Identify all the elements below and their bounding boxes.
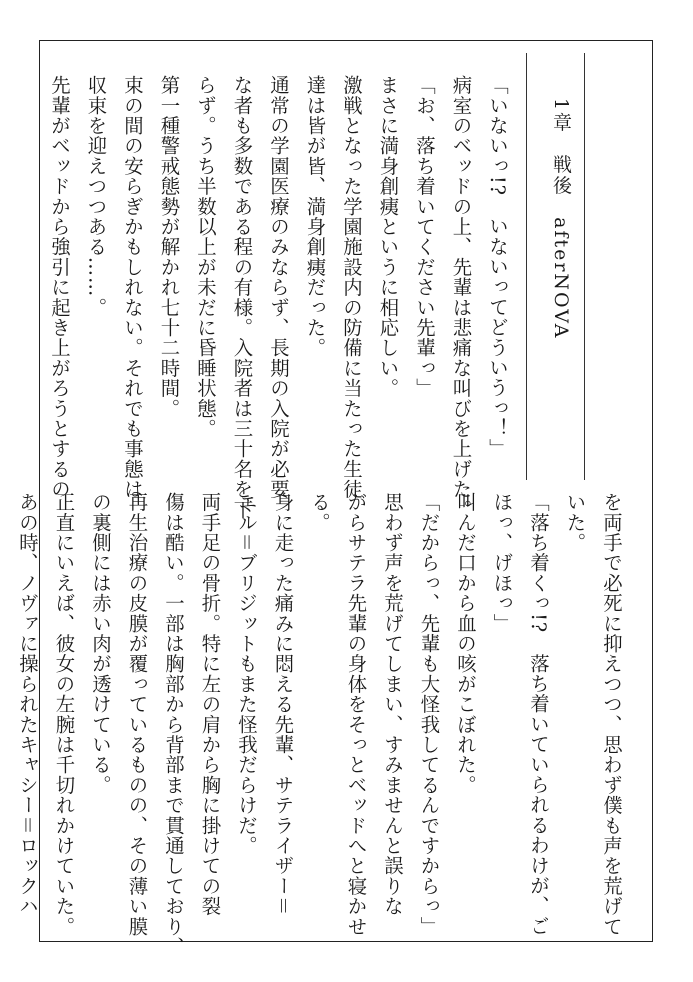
text-line: 両手足の骨折。特に左の肩から胸に掛けての裂 [198, 492, 222, 917]
text-line: 身に走った痛みに悶える先輩、サテライザー＝ [271, 492, 295, 917]
text-line: 思わず声を荒げてしまい、すみませんと誤りな [381, 492, 404, 917]
text-line: 第一種警戒態勢が解かれ七十二時間。 [157, 75, 181, 419]
text-line: 叫んだ口から血の咳がこぼれた。 [454, 492, 477, 795]
text-line: らず。うち半数以上が未だに昏睡状態。 [194, 75, 217, 439]
text-line: 通常の学園医療のみならず、長期の入院が必要 [267, 75, 290, 500]
text-line: の裏側には赤い肉が透けている。 [89, 492, 112, 795]
heading-rule-right [584, 53, 585, 480]
text-line: 「お、落ち着いてください先輩っ」 [413, 75, 436, 399]
text-line: 「だからっ、先輩も大怪我してるんですからっ」 [417, 492, 441, 937]
text-line: を両手で必死に抑えつつ、思わず僕も声を荒げて [600, 492, 623, 937]
text-line: る。 [308, 492, 331, 533]
text-line: な者も多数である程の有様。入院者は三十名を下 [230, 75, 254, 520]
text-line: がらサテラ先輩の身体をそっとベッドへと寝かせ [344, 492, 368, 937]
text-line: 「いないっ!? いないってどういうっ！」 [486, 75, 509, 459]
text-line: 達は皆が皆、満身創痍だった。 [303, 75, 327, 358]
text-line: 激戦となった学園施設内の防備に当たった生徒 [340, 75, 363, 500]
heading-rule-left [526, 53, 527, 480]
text-line: 束の間の安らぎかもしれない。それでも事態は [121, 75, 144, 500]
text-line: 先輩がベッドから強引に起き上がろうとするの [48, 75, 71, 500]
text-line: 病室のベッドの上、先輩は悲痛な叫びを上げた。 [449, 75, 473, 520]
text-line: 「落ち着くっ!? 落ち着いていられるわけが、ご [527, 492, 550, 936]
text-line: あの時、ノヴァに操られたキャシー＝ロックハ [16, 492, 39, 917]
text-line: 収束を迎えつつある……。 [84, 75, 108, 318]
text-line: 正直にいえば、彼女の左腕は千切れかけていた。 [52, 492, 76, 937]
text-line: ほっ、げほっ」 [490, 492, 514, 634]
text-line: いた。 [563, 492, 587, 553]
chapter-title: 1章 戦後 afterNOVA [550, 98, 572, 340]
text-line: 傷は酷い。一部は胸部から背部まで貫通しており、 [162, 492, 185, 957]
chapter-heading [526, 53, 586, 480]
text-line: エル＝ブリジットもまた怪我だらけだ。 [235, 492, 258, 856]
text-line: 再生治療の皮膜が覆っているものの、その薄い膜 [125, 492, 149, 937]
text-line: まさに満身創痍というに相応しい。 [376, 75, 400, 399]
